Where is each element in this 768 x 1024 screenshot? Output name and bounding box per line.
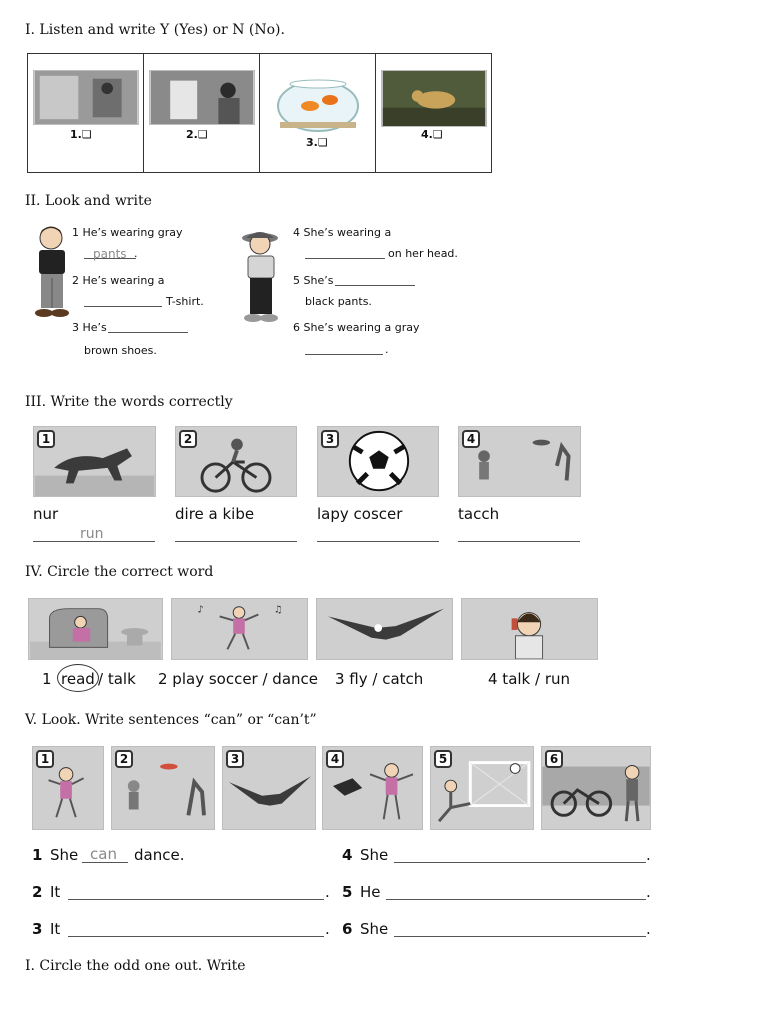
section-1-title: I. Listen and write Y (Yes) or N (No). [25,22,285,38]
scramble-word-1: nur [33,505,59,523]
can-s4-line [394,862,646,863]
can-badge-2: 2 [115,750,133,768]
listen-table [27,53,492,173]
circle-picture-3 [316,598,453,660]
photo-fishbowl [268,76,368,132]
scramble-line-3 [317,541,439,542]
can-s1-rest: dance. [134,846,185,864]
q3-end: brown shoes. [84,344,157,357]
can-s5-num: 5 [342,883,353,901]
q6-line [305,354,383,355]
svg-text:♫: ♫ [273,604,283,616]
girl-illustration [236,226,286,326]
q6-end: . [385,343,389,356]
can-picture-1 [32,746,104,830]
can-s2-dot: . [325,883,330,901]
can-s6-subject: She [360,920,389,938]
q3-text: 3 He’s [72,321,107,334]
photo-painting [149,70,255,125]
boy-illustration [27,222,77,322]
circle-option-4: 4 talk / run [488,670,571,688]
q4-text: 4 She’s wearing a [293,226,392,239]
q4-line [305,258,385,259]
can-s2-subject: It [50,883,61,901]
q1-answer: pants [93,247,127,261]
can-s4-num: 4 [342,846,353,864]
circle-option-1-a: read [61,670,95,688]
can-s2-num: 2 [32,883,43,901]
photo-leopard [381,70,487,127]
can-s3-line [68,936,324,937]
section-3-title: III. Write the words correctly [25,394,233,410]
can-s1-num: 1 [32,846,43,864]
listen-cell-4 [376,54,492,173]
can-s4-dot: . [646,846,651,864]
listen-cell-2 [144,54,260,173]
scramble-badge-2: 2 [179,430,197,448]
can-s6-num: 6 [342,920,353,938]
scramble-word-3: lapy coscer [317,505,403,523]
listen-cell-3 [260,54,376,173]
listen-label-4: 4.❏ [421,128,443,141]
can-badge-3: 3 [226,750,244,768]
q2-text: 2 He’s wearing a [72,274,165,287]
q2-line [84,306,162,307]
q6-text: 6 She’s wearing a gray [293,321,420,334]
can-s5-subject: He [360,883,381,901]
can-badge-1: 1 [36,750,54,768]
scramble-badge-4: 4 [462,430,480,448]
q5-end: black pants. [305,295,372,308]
can-s5-dot: . [646,883,651,901]
scramble-picture-1 [33,426,156,497]
q1-end: . [134,247,138,260]
scramble-picture-3 [317,426,439,497]
section-2-title: II. Look and write [25,193,152,209]
svg-text:♪: ♪ [197,604,204,616]
can-picture-5 [430,746,534,830]
photo-shop [33,70,139,125]
can-s3-subject: It [50,920,61,938]
scramble-badge-3: 3 [321,430,339,448]
section-4-title: IV. Circle the correct word [25,564,214,580]
can-s6-dot: . [646,920,651,938]
listen-label-3: 3.❏ [306,136,328,149]
circle-picture-4 [461,598,598,660]
scramble-line-4 [458,541,580,542]
q3-line [108,332,188,333]
circle-picture-2 [171,598,308,660]
circle-option-3: 3 fly / catch [335,670,424,688]
can-s3-dot: . [325,920,330,938]
circle-option-1-number: 1 [42,670,52,688]
can-badge-6: 6 [545,750,563,768]
can-picture-4 [322,746,423,830]
q4-end: on her head. [388,247,458,260]
can-s6-line [394,936,646,937]
circle-option-2: 2 play soccer / dance [158,670,319,688]
can-picture-2 [111,746,215,830]
scramble-word-4: tacch [458,505,500,523]
listen-label-1: 1.❏ [70,128,92,141]
section-6-title: I. Circle the odd one out. Write [25,958,246,974]
scramble-answer-1: run [80,526,104,542]
circle-picture-1 [28,598,163,660]
can-s2-line [68,899,324,900]
q2-end: T-shirt. [166,295,204,308]
scramble-badge-1: 1 [37,430,55,448]
can-s3-num: 3 [32,920,43,938]
can-s1-answer: can [90,845,117,863]
listen-label-2: 2.❏ [186,128,208,141]
scramble-word-2: dire a kibe [175,505,255,523]
listen-cell-1 [28,54,144,173]
can-s5-line [386,899,646,900]
q5-line [335,285,415,286]
can-s4-subject: She [360,846,389,864]
can-picture-3 [222,746,316,830]
circle-option-1-b: / talk [98,670,136,688]
q5-text: 5 She’s [293,274,334,287]
scramble-picture-2 [175,426,297,497]
can-badge-4: 4 [326,750,344,768]
section-5-title: V. Look. Write sentences “can” or “can’t” [25,712,317,728]
scramble-line-2 [175,541,297,542]
q1-text: 1 He’s wearing gray [72,226,183,239]
can-picture-6 [541,746,651,830]
can-s1-subject: She [50,846,79,864]
can-badge-5: 5 [434,750,452,768]
scramble-picture-4 [458,426,581,497]
